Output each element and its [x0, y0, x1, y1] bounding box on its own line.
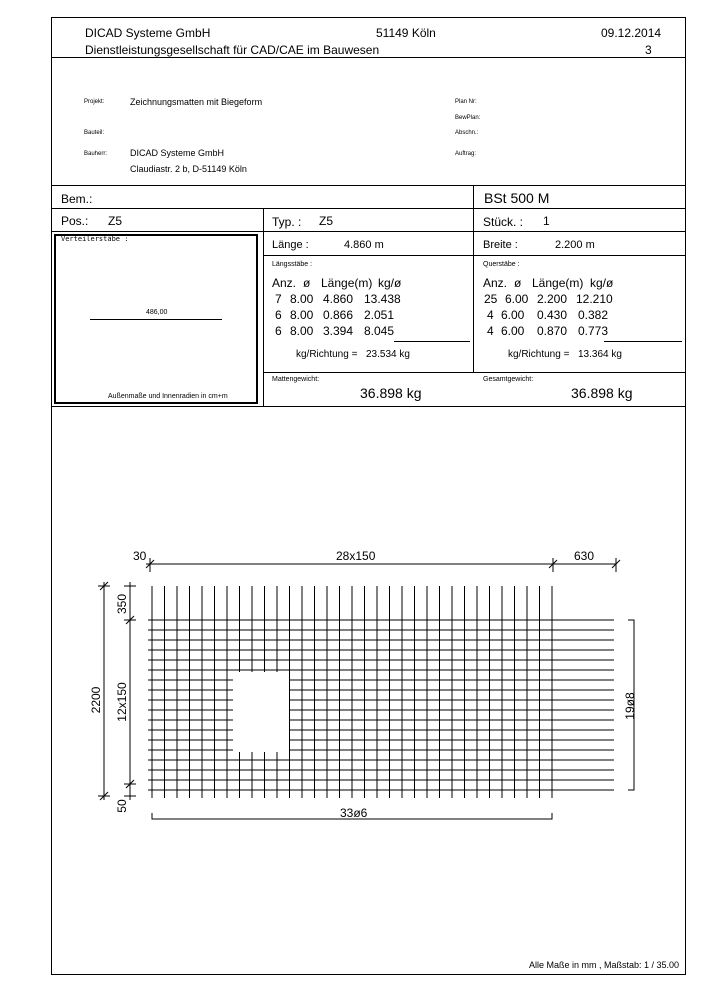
- quer-sum-value: 13.364 kg: [578, 349, 622, 360]
- dim-top-mid: 28x150: [336, 549, 376, 563]
- pos-label: Pos.:: [61, 214, 89, 228]
- auftrag-label: Auftrag:: [455, 151, 477, 157]
- quer-sum-label: kg/Richtung =: [508, 349, 570, 360]
- mattengewicht-label: Mattengewicht:: [272, 376, 320, 383]
- laengs-cell: 8.00: [290, 324, 314, 338]
- company-subtitle: Dienstleistungsgesellschaft für CAD/CAE im Bauwesen: [85, 43, 380, 57]
- laengs-header-anz: Anz.: [272, 276, 297, 290]
- stueck-label: Stück. :: [483, 215, 524, 229]
- querstaebe-title: Querstäbe :: [483, 261, 520, 268]
- mesh-opening: [233, 672, 289, 752]
- quer-cell: 0.773: [578, 324, 609, 338]
- top-dimension-line: [146, 558, 620, 572]
- quer-cell: 25: [484, 292, 498, 306]
- sketch-note: Außenmaße und Innenradien in cm+m: [108, 393, 228, 400]
- document-date: 09.12.2014: [601, 26, 662, 40]
- dim-left-bottom: 50: [115, 799, 129, 813]
- bewplan-label: BewPlan:: [455, 115, 481, 121]
- typ-label: Typ. :: [272, 215, 302, 229]
- quer-cell: 6.00: [501, 324, 525, 338]
- scale-note: Alle Maße in mm , Maßstab: 1 / 35.00: [529, 960, 680, 970]
- projekt-label: Projekt:: [84, 99, 105, 105]
- mattengewicht-value: 36.898 kg: [360, 385, 422, 401]
- bauherr-line1: DICAD Systeme GmbH: [130, 148, 225, 158]
- laengs-sum-value: 23.534 kg: [366, 349, 410, 360]
- dim-bottom: 33ø6: [340, 806, 368, 820]
- dim-left-top: 350: [115, 593, 129, 615]
- laengs-header-kg: kg/ø: [378, 276, 402, 290]
- laengs-cell: 2.051: [364, 308, 395, 322]
- dim-top-left: 30: [133, 549, 147, 563]
- laengs-cell: 8.045: [364, 324, 395, 338]
- bauherr-label: Bauherr:: [84, 151, 108, 157]
- bem-label: Bem.:: [61, 192, 93, 206]
- company-name: DICAD Systeme GmbH: [85, 26, 211, 40]
- quer-cell: 2.200: [537, 292, 568, 306]
- quer-cell: 12.210: [576, 292, 613, 306]
- cross-bars: [148, 620, 614, 790]
- quer-cell: 4: [487, 324, 494, 338]
- quer-header-dia: ø: [514, 276, 522, 290]
- quer-cell: 6.00: [501, 308, 525, 322]
- laengs-header-dia: ø: [303, 276, 311, 290]
- laengs-cell: 4.860: [323, 292, 354, 306]
- breite-value: 2.200 m: [555, 239, 595, 251]
- laenge-value: 4.860 m: [344, 239, 384, 251]
- quer-cell: 0.870: [537, 324, 568, 338]
- laengs-cell: 7: [275, 292, 282, 306]
- laengs-cell: 8.00: [290, 292, 314, 306]
- bauteil-label: Bauteil:: [84, 130, 105, 136]
- dim-left-mid: 12x150: [115, 682, 129, 722]
- breite-label: Breite :: [483, 239, 518, 251]
- quer-header-anz: Anz.: [483, 276, 508, 290]
- quer-header-laenge: Länge(m): [532, 276, 584, 290]
- laenge-label: Länge :: [272, 239, 309, 251]
- quer-header-kg: kg/ø: [590, 276, 614, 290]
- quer-cell: 0.430: [537, 308, 568, 322]
- laengs-header-laenge: Länge(m): [321, 276, 373, 290]
- sketch-dimension: 486,00: [146, 309, 168, 316]
- typ-value: Z5: [319, 214, 334, 228]
- quer-cell: 0.382: [578, 308, 609, 322]
- quer-cell: 6.00: [505, 292, 529, 306]
- gesamtgewicht-value: 36.898 kg: [571, 385, 633, 401]
- laengs-cell: 6: [275, 324, 282, 338]
- bauherr-line2: Claudiastr. 2 b, D-51149 Köln: [130, 164, 247, 174]
- plan-label: Plan Nr:: [455, 99, 477, 105]
- dim-top-right: 630: [574, 549, 595, 563]
- quer-cell: 4: [487, 308, 494, 322]
- laengs-sum-label: kg/Richtung =: [296, 349, 358, 360]
- laengsstaebe-title: Längsstäbe :: [272, 261, 313, 268]
- laengs-cell: 13.438: [364, 292, 401, 306]
- steel-grade: BSt 500 M: [484, 190, 550, 206]
- abschn-label: Abschn.:: [455, 130, 479, 136]
- laengs-cell: 3.394: [323, 324, 354, 338]
- gesamtgewicht-label: Gesamtgewicht:: [483, 376, 534, 383]
- laengs-cell: 8.00: [290, 308, 314, 322]
- company-city: 51149 Köln: [376, 26, 436, 40]
- dim-right: 19ø8: [623, 692, 637, 720]
- page-number: 3: [645, 43, 652, 57]
- sketch-title: Verteilerstäbe :: [61, 235, 129, 243]
- laengs-cell: 0.866: [323, 308, 354, 322]
- stueck-value: 1: [543, 214, 550, 228]
- dim-left-total: 2200: [89, 686, 103, 714]
- pos-value: Z5: [108, 214, 123, 228]
- projekt-value: Zeichnungsmatten mit Biegeform: [130, 97, 263, 107]
- longitudinal-bars: [152, 586, 552, 798]
- laengs-cell: 6: [275, 308, 282, 322]
